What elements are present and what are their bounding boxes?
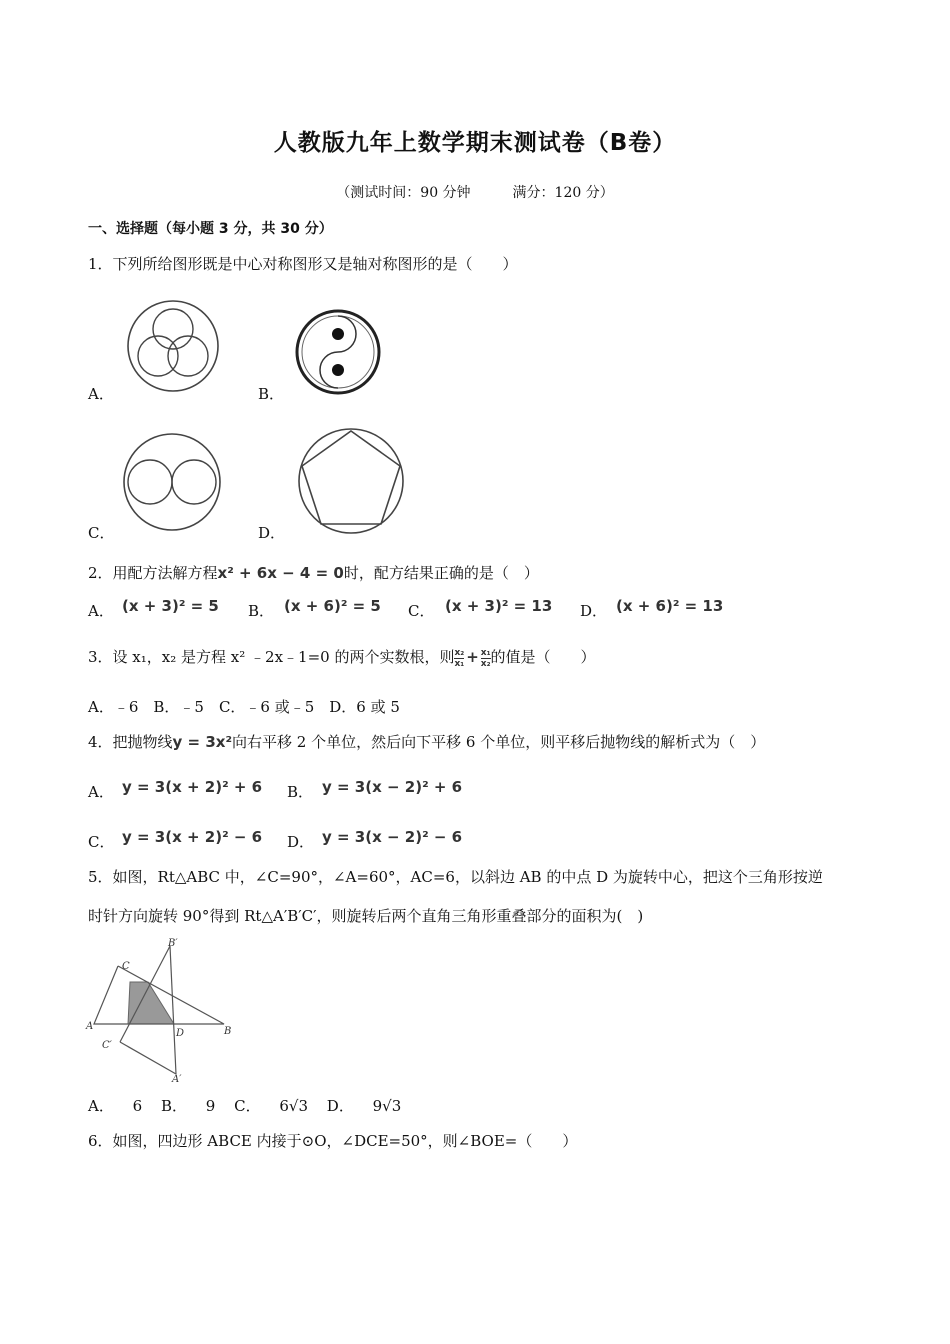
q3-frac1-num: x₂ — [454, 647, 465, 658]
q4-label-d: D． — [287, 833, 315, 851]
q2-label-d: D． — [580, 602, 608, 620]
q5-options — [88, 1095, 401, 1116]
q5-label-c: C — [122, 961, 130, 972]
q1-figure-c — [116, 430, 228, 534]
q3-stem-pre: 3．设 x₁，x₂ 是方程 x² ﹣2x﹣1=0 的两个实数根，则 — [88, 648, 455, 666]
q2-label-a: A． — [88, 602, 114, 620]
q4-option-c: y = 3(x + 2)² − 6 — [122, 828, 263, 846]
q5-label-a1: A′ — [172, 1074, 182, 1085]
q4-option-a: y = 3(x + 2)² + 6 — [122, 778, 263, 796]
q4-stem-pre: 4．把抛物线 — [88, 733, 173, 751]
q2-label-b: B． — [248, 602, 275, 620]
q6-stem: 6．如图，四边形 ABCE 内接于⊙O，∠DCE=50°，则∠BOE=（ ） — [88, 1132, 578, 1150]
q5-option-d: 9√3 — [372, 1097, 402, 1115]
q5-label-a: A — [86, 1021, 94, 1032]
q3-options: A．﹣6 B．﹣5 C．﹣6 或﹣5 D．6 或 5 — [88, 698, 400, 716]
q4-stem-post: 向右平移 2 个单位，然后向下平移 6 个单位，则平移后抛物线的解析式为（ ） — [232, 733, 766, 751]
q4-option-b: y = 3(x − 2)² + 6 — [322, 778, 463, 796]
q2-label-c: C． — [408, 602, 435, 620]
page-title: 人教版九年上数学期末测试卷（B卷） — [273, 130, 677, 156]
q1-figure-a — [118, 296, 228, 396]
q4-label-a: A． — [88, 783, 114, 801]
q4-label-b: B． — [287, 783, 314, 801]
q5-line-1: 5．如图，Rt△ABC 中，∠C=90°，∠A=60°，AC=6，以斜边 AB 的中点 D 为旋转中心，把这个三角形按逆 — [88, 868, 823, 886]
score-info: 满分：120 分） — [512, 185, 614, 201]
time-info: （测试时间：90 分钟 — [336, 185, 471, 201]
q5-label-opt-b: B． — [160, 1097, 187, 1115]
q5-label-d: D — [176, 1028, 185, 1039]
q4-label-c: C． — [88, 833, 115, 851]
q1-figure-d-pentagon — [294, 426, 408, 536]
q1-stem: 1．下列所给图形既是中心对称图形又是轴对称图形的是（ ） — [88, 255, 518, 273]
q5-label-b: B — [224, 1026, 232, 1037]
q4-equation: y = 3x² — [172, 733, 233, 751]
q2-option-c: (x + 3)² = 13 — [445, 597, 553, 615]
exam-info — [0, 182, 950, 202]
q2-option-a: (x + 3)² = 5 — [122, 597, 219, 615]
q2-stem-post: 时，配方结果正确的是（ ） — [343, 564, 539, 582]
q3-fraction-1 — [454, 648, 464, 669]
q5-line-2: 时针方向旋转 90°得到 Rt△A′B′C′，则旋转后两个直角三角形重叠部分的面积为( ) — [88, 907, 644, 925]
q1-label-b: B． — [258, 385, 285, 403]
q1-figure-b-taiji — [294, 306, 384, 396]
q1-label-a: A． — [88, 385, 114, 403]
q3-frac2-num: x₁ — [480, 647, 491, 658]
q5-option-c: 6√3 — [279, 1097, 309, 1115]
q3-fraction-2 — [481, 648, 491, 669]
q3-frac1-den: x₁ — [454, 658, 465, 669]
q3-frac2-den: x₂ — [480, 658, 491, 669]
q2-stem-pre: 2．用配方法解方程 — [88, 564, 218, 582]
q3-stem-post: 的值是（ ） — [490, 648, 596, 666]
q1-label-d: D． — [258, 524, 286, 542]
q4-option-d: y = 3(x − 2)² − 6 — [322, 828, 463, 846]
q1-label-c: C． — [88, 524, 115, 542]
q2-equation: x² + 6x − 4 = 0 — [217, 564, 344, 582]
q5-option-b: 9 — [205, 1097, 216, 1115]
q3-plus: + — [466, 648, 479, 666]
q5-label-opt-a: A． — [88, 1097, 114, 1115]
q5-figure — [82, 934, 242, 1086]
q3-stem — [88, 646, 596, 669]
q5-label-c1: C′ — [102, 1040, 112, 1051]
q5-label-opt-d: D． — [326, 1097, 354, 1115]
q4-stem — [88, 731, 765, 752]
q5-label-opt-c: C． — [234, 1097, 261, 1115]
section-heading: 一、选择题（每小题 3 分，共 30 分） — [88, 221, 333, 237]
q2-option-b: (x + 6)² = 5 — [284, 597, 381, 615]
q5-option-a: 6 — [132, 1097, 143, 1115]
q2-option-d: (x + 6)² = 13 — [616, 597, 724, 615]
q2-stem — [88, 562, 539, 583]
q5-label-b1: B′ — [168, 938, 178, 949]
